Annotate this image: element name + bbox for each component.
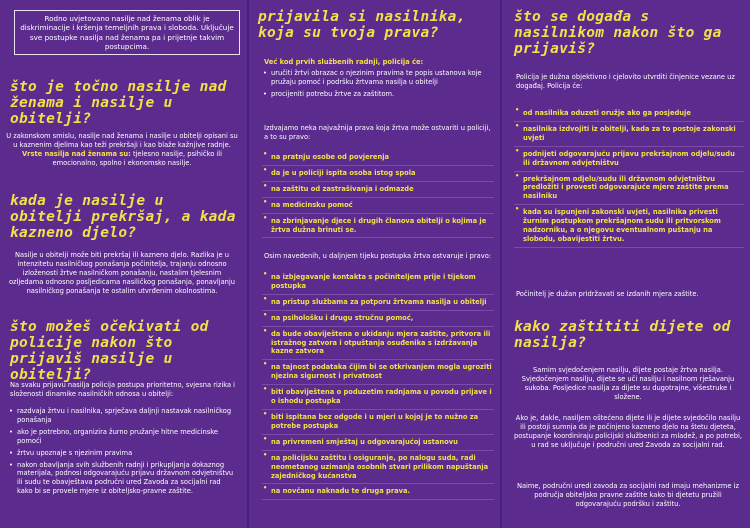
bullet-icon: • bbox=[263, 213, 268, 222]
heading-police-expectations: što možeš očekivati od policije nakon što prijaviš nasilje u obitelji? bbox=[10, 319, 209, 383]
column-left bbox=[0, 0, 246, 528]
bullet-icon: • bbox=[263, 197, 268, 206]
list-item: • na psihološku i drugu stručnu pomoć, bbox=[262, 311, 494, 327]
first-actions-list bbox=[262, 69, 494, 102]
abuser-measures-list bbox=[514, 106, 744, 248]
heading-victim-rights: prijavila si nasilnika, koja su tvoja prava? bbox=[258, 9, 466, 41]
bullet-icon: • bbox=[263, 385, 268, 394]
paragraph-child-victim: Ako je, dakle, nasiljem oštećeno dijete ili je dijete svjedočilo nasilju ili postoji sumnja da je počinjeno kazneno djelo na štetu djeteta, postupanje koordiniraju policijski službenici za mladež, a po potrebi, u rad se uključuje i područni ured Zavoda za socijalni rad. bbox=[514, 414, 742, 449]
list-item: • na izbjegavanje kontakta s počiniteljem prije i tijekom postupka bbox=[262, 270, 494, 295]
heading-what-happens-to-abuser: što se događa s nasilnikom nakon što ga prijaviš? bbox=[514, 9, 722, 57]
list-item: • razdvaja žrtvu i nasilnika, sprječava daljnji nastavak nasilničkog ponašanja bbox=[9, 407, 232, 424]
bullet-icon: • bbox=[263, 89, 267, 98]
fold-divider bbox=[500, 0, 502, 528]
paragraph-legal-definition bbox=[6, 132, 238, 168]
fold-divider bbox=[247, 0, 249, 528]
list-item: • da bude obaviještena o ukidanju mjera zaštite, pritvora ili istražnog zatvora i otpuštanja osuđenika s izdržavanja kazne zatvora bbox=[262, 327, 494, 361]
bullet-icon: • bbox=[263, 434, 268, 443]
bullet-icon: • bbox=[263, 409, 268, 418]
bullet-icon: • bbox=[515, 171, 520, 180]
list-item: • uručiti žrtvi obrazac o njezinim pravima te popis ustanova koje pružaju pomoć i podršku žrtvama nasilja u obitelji bbox=[263, 69, 482, 86]
bullet-icon: • bbox=[263, 484, 268, 493]
bullet-icon: • bbox=[515, 205, 520, 214]
list-item: • na pristup službama za potporu žrtvama nasilja u obitelji bbox=[262, 295, 494, 311]
legal-definition-text: U zakonskom smislu, nasilje nad ženama i nasilje u obitelji opisani su u kaznenim djelima kao teži prekršaji i kao blaže kažnjive radnje. bbox=[6, 132, 238, 149]
bullet-icon: • bbox=[263, 150, 268, 158]
list-item: • na zaštitu od zastrašivanja i odmazde bbox=[262, 182, 494, 198]
bullet-icon: • bbox=[9, 427, 13, 436]
police-actions-list bbox=[8, 407, 236, 499]
police-rights-list bbox=[262, 150, 494, 238]
list-item: • biti obaviještena o poduzetim radnjama u povodu prijave i o ishodu postupka bbox=[262, 385, 494, 410]
bullet-icon: • bbox=[9, 448, 13, 457]
bullet-icon: • bbox=[263, 270, 268, 278]
list-item: • na zbrinjavanje djece i drugih članova obitelji o kojima je žrtva dužna brinuti se. bbox=[262, 214, 494, 239]
list-item: • na novčanu naknadu te druga prava. bbox=[262, 484, 494, 500]
heading-what-is-violence: što je točno nasilje nad ženama i nasilje u obitelji? bbox=[10, 79, 227, 127]
bullet-icon: • bbox=[263, 310, 268, 319]
heading-offence-or-crime: kada je nasilje u obitelji prekršaj, a kada kazneno djelo? bbox=[10, 193, 236, 241]
bullet-icon: • bbox=[263, 165, 268, 174]
bullet-icon: • bbox=[263, 450, 268, 459]
paragraph-protection-measures: Počinitelj je dužan pridržavati se izdanih mjera zaštite. bbox=[516, 290, 699, 298]
intro-box: Rodno uvjetovano nasilje nad ženama oblik je diskriminacije i kršenja temeljnih prava i sloboda. Uključuje sve postupke nasilja nad ženama pa i prijetnje takvim postupcima. bbox=[14, 10, 240, 55]
list-item: • na medicinsku pomoć bbox=[262, 198, 494, 214]
bullet-icon: • bbox=[263, 181, 268, 190]
list-item: • podnijeti odgovarajuću prijavu prekršajnom odjelu/sudu ili državnom odvjetništvu bbox=[514, 147, 744, 172]
list-item: • od nasilnika oduzeti oružje ako ga posjeduje bbox=[514, 106, 744, 122]
bullet-icon: • bbox=[263, 294, 268, 303]
list-item: • biti ispitana bez odgode i u mjeri u kojoj je to nužno za potrebe postupka bbox=[262, 410, 494, 435]
list-item: • prekršajnom odjelu/sudu ili državnom odvjetništvu predložiti i provesti odgovarajuće mjere zaštite prema nasilniku bbox=[514, 172, 744, 206]
paragraph-child-witness: Samim svjedočenjem nasilju, dijete postaje žrtva nasilja. Svjedočenjem nasilju, dijete se uči nasilju i nasilnom rješavanju sukoba. Posljedice nasilja za dijete su dugotrajne, višestruke i složene. bbox=[521, 366, 735, 401]
violence-types-text: tjelesno nasilje, psihičko ili emocionalno, spolno i ekonomsko nasilje. bbox=[52, 149, 222, 167]
list-item: • kada su ispunjeni zakonski uvjeti, nasilnika privesti žurnim postupkom prekršajnom sudu ili pritvorskom nadzorniku, a o njegovu eventualnom puštanju na slobodu, obavijestiti žrtvu. bbox=[514, 205, 744, 248]
bullet-icon: • bbox=[263, 69, 267, 77]
list-item: • da je u policiji ispita osoba istog spola bbox=[262, 166, 494, 182]
bullet-icon: • bbox=[515, 106, 520, 114]
paragraph-first-actions bbox=[264, 58, 492, 67]
list-item: • na tajnost podataka čijim bi se otkrivanjem mogla ugroziti njezina sigurnost i privatnost bbox=[262, 360, 494, 385]
paragraph-social-welfare: Naime, područni uredi zavoda za socijalni rad imaju mehanizme iz područja obiteljsko pravne zaštite kako bi djetetu pružili odgovarajuću podršku i zaštitu. bbox=[516, 482, 740, 508]
list-item: • žrtvu upoznaje s njezinim pravima bbox=[9, 448, 133, 457]
list-item: • na policijsku zaštitu i osiguranje, po nalogu suda, radi neometanog uzimanja osobnih stvari prilikom napuštanja zajedničkog kućanstva bbox=[262, 451, 494, 485]
paragraph-police-duty: Policija je dužna objektivno i cjelovito utvrditi činjenice vezane uz događaj. Policija će: bbox=[516, 73, 735, 90]
heading-protect-child: kako zaštititi dijete od nasilja? bbox=[514, 319, 731, 351]
list-item: • na privremeni smještaj u odgovarajućoj ustanovu bbox=[262, 435, 494, 451]
list-item: • nakon obavljanja svih službenih radnji i prikupljanja dokaznog materijala, podnosi odgovarajuću prijavu državnom odvjetništvu ili sudu te obavještava područni ured Zavoda za socijalni rad kako bi se provele mjere iz obiteljsko-pravne zaštite. bbox=[9, 460, 234, 496]
bullet-icon: • bbox=[9, 460, 13, 469]
bullet-icon: • bbox=[515, 121, 520, 130]
paragraph-offence-difference: Nasilje u obitelji može biti prekršaj ili kazneno djelo. Razlika je u intenzitetu nasilničkog ponašanja počinitelja, trajanju odnosno izloženosti žrtve nasilničkom ponašanju, nastalim tjelesnim ozljedama odnosno posljedicama nasiličkog ponašanja, ponavljanju nasilničkog ponašanja te ostalim utvrđenim okolnostima. bbox=[8, 251, 236, 295]
bullet-icon: • bbox=[263, 360, 268, 369]
bullet-icon: • bbox=[515, 146, 520, 155]
paragraph-police-priority: Na svaku prijavu nasilja policija postupa prioritetno, svjesna rizika i složenosti dinamike nasilničkih odnosa u obitelji: bbox=[10, 381, 236, 398]
list-item: • nasilnika izdvojiti iz obitelji, kada za to postoje zakonski uvjeti bbox=[514, 122, 744, 147]
column-middle bbox=[250, 0, 498, 528]
procedure-rights-list bbox=[262, 270, 494, 500]
violence-types-label: Vrste nasilja nad ženama su: bbox=[22, 149, 131, 158]
column-right bbox=[504, 0, 750, 528]
list-item: • procijeniti potrebu žrtve za zaštitom. bbox=[263, 89, 395, 98]
list-item: • na pratnju osobe od povjerenja bbox=[262, 150, 494, 166]
paragraph-important-rights: Izdvajamo neka najvažnija prava koja žrtva može ostvariti u policiji, a to su pravo: bbox=[264, 124, 491, 141]
bullet-icon: • bbox=[263, 326, 268, 335]
list-item: • ako je potrebno, organizira žurno pružanje hitne medicinske pomoći bbox=[9, 427, 219, 445]
bullet-icon: • bbox=[9, 407, 13, 415]
first-actions-lead: Već kod prvih službenih radnji, policija će: bbox=[264, 58, 424, 66]
paragraph-further-rights: Osim navedenih, u daljnjem tijeku postupka žrtva ostvaruje i pravo: bbox=[264, 252, 492, 260]
